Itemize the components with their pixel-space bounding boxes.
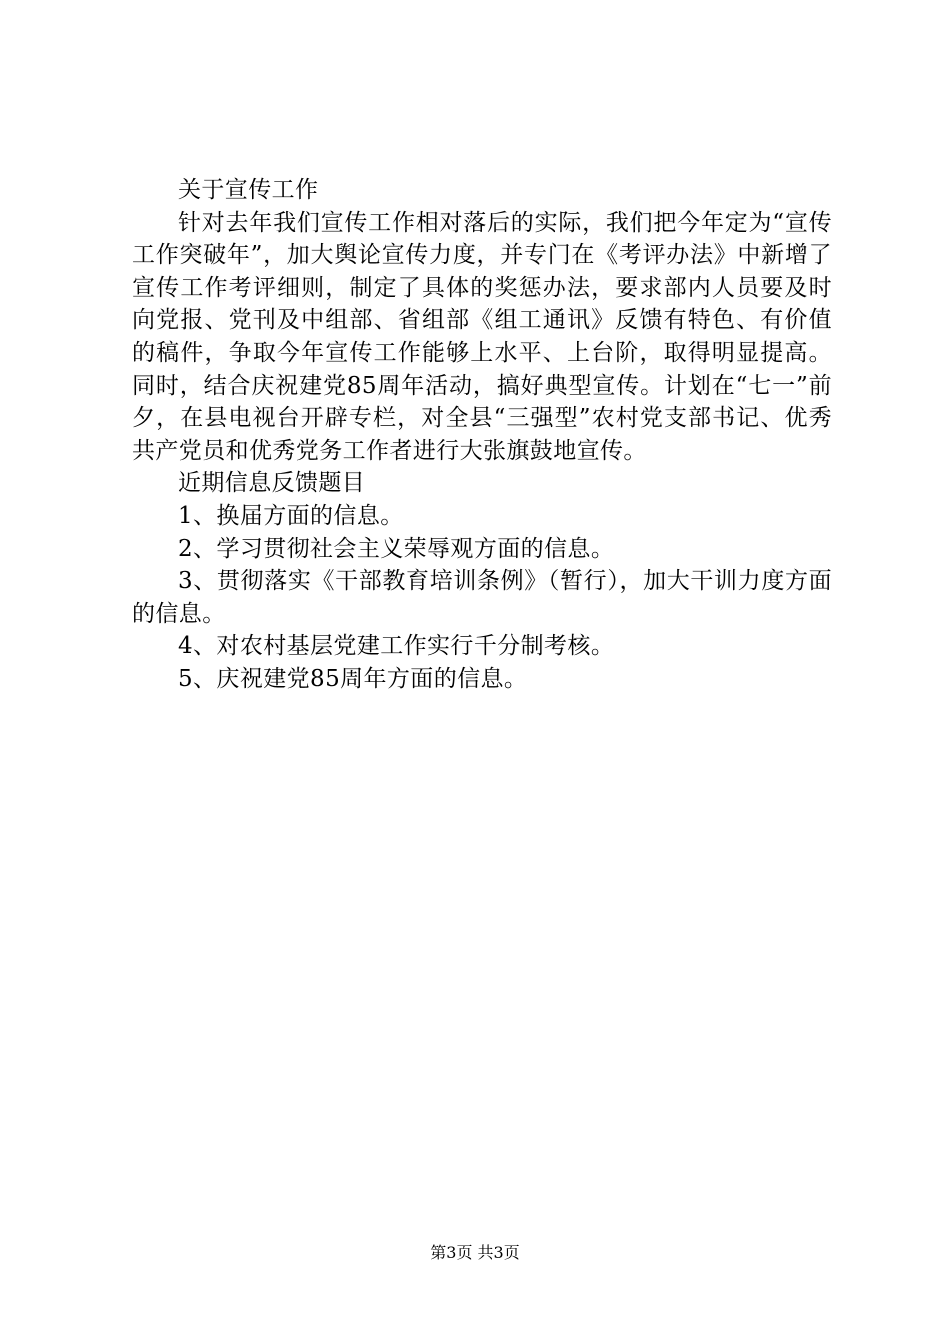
paragraph-publicity-work: 针对去年我们宣传工作相对落后的实际，我们把今年定为“宣传工作突破年”，加大舆论宣传力度，并专门在《考评办法》中新增了宣传工作考评细则，制定了具体的奖惩办法，要求部内人员要及时向党报、党刊及中组部、省组部《组工通讯》反馈有特色、有价值的稿件，争取今年宣传工作能够上水平、上台阶，取得明显提高。同时，结合庆祝建党85周年活动，搞好典型宣传。计划在“七一”前夕，在县电视台开辟专栏，对全县“三强型”农村党支部书记、优秀共产党员和优秀党务工作者进行大张旗鼓地宣传。 [132,209,832,464]
feedback-topic-4: 4、对农村基层党建工作实行千分制考核。 [178,633,615,660]
section-heading-publicity: 关于宣传工作 [178,177,319,203]
feedback-topic-5: 5、庆祝建党85周年方面的信息。 [178,665,528,692]
section-heading-feedback-topics: 近期信息反馈题目 [178,470,366,497]
feedback-topic-2: 2、学习贯彻社会主义荣辱观方面的信息。 [178,535,615,562]
feedback-topic-3: 3、贯彻落实《干部教育培训条例》（暂行），加大干训力度方面的信息。 [132,568,832,627]
page-number-footer: 第3页 共3页 [430,1243,520,1262]
feedback-topic-1: 1、换届方面的信息。 [178,502,404,529]
document-body [132,174,832,696]
